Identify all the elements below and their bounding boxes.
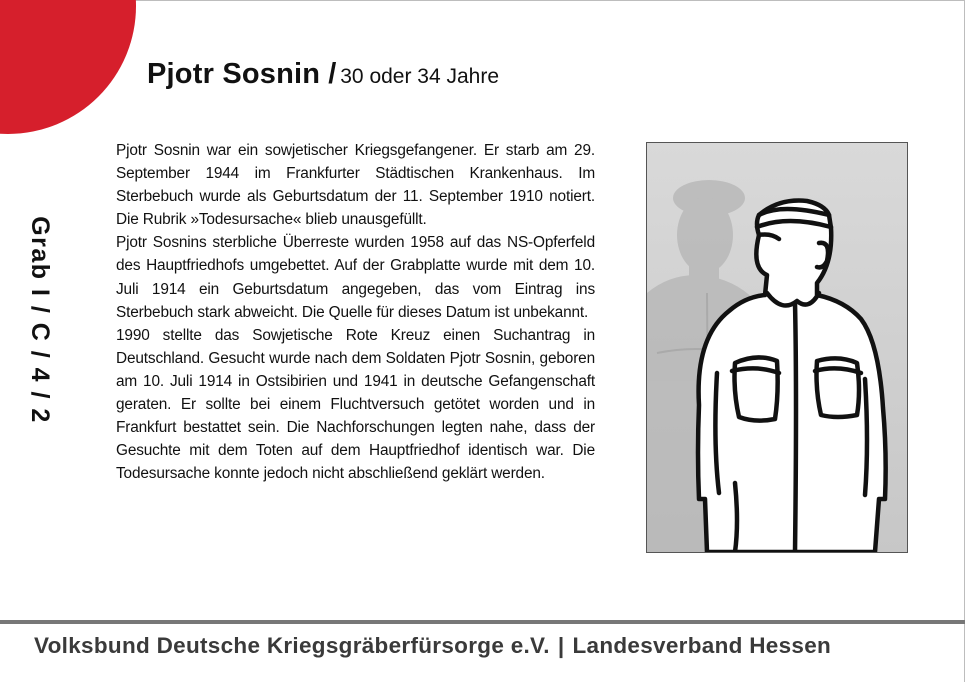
title-slash: / <box>328 58 337 90</box>
footer-organization: Volksbund Deutsche Kriegsgräberfürsorge e.V. <box>34 633 550 658</box>
footer <box>34 633 944 659</box>
bio-paragraph-3: 1990 stellte das Sowjetische Rote Kreuz einen Suchantrag in Deutschland. Gesucht wurde nach dem Soldaten Pjotr Sosnin, geboren am 10. Juli 1914 in Ostsibirien und 1941 in deutsche Gefangenschaft geraten. Er sollte bei einem Fluchtversuch getötet worden und in Frankfurt bestattet sein. Die Nachforschungen legten nahe, dass der Gesuchte mit dem Toten auf dem Hauptfriedhof identisch war. Die Todesursache konnte jedoch nicht abschließend geklärt werden. <box>116 326 595 483</box>
footer-divider <box>0 620 965 624</box>
biography-text <box>116 139 595 485</box>
red-circle-decoration <box>0 0 136 134</box>
portrait-illustration <box>646 142 908 553</box>
bio-paragraph-1: Pjotr Sosnin war ein sowjetischer Kriegsgefangener. Er starb am 29. September 1944 im Frankfurter Städtischen Krankenhaus. Im Sterbebuch wurde als Geburtsdatum der 11. September 1910 notiert. Die Rubrik »Todesursache« blieb unausgefüllt. <box>116 142 595 229</box>
bio-paragraph-2: Pjotr Sosnins sterbliche Überreste wurden 1958 auf das NS-Opferfeld des Hauptfriedhofs umgebettet. Auf der Grabplatte wurde mit dem 10. Juli 1914 ein Geburtsdatum angegeben, das vom Eintrag ins Sterbebuch stark abweicht. Die Quelle für dieses Datum ist unbekannt. <box>116 234 595 321</box>
footer-region: Landesverband Hessen <box>572 633 832 658</box>
person-name: Pjotr Sosnin <box>147 58 321 90</box>
frame-top-border <box>0 0 965 1</box>
page-title <box>147 58 499 91</box>
grave-label: Grab I / C / 4 / 2 <box>26 216 54 424</box>
person-age: 30 oder 34 Jahre <box>340 65 500 88</box>
footer-separator: | <box>557 633 565 658</box>
soldier-outline-drawing <box>647 143 907 552</box>
